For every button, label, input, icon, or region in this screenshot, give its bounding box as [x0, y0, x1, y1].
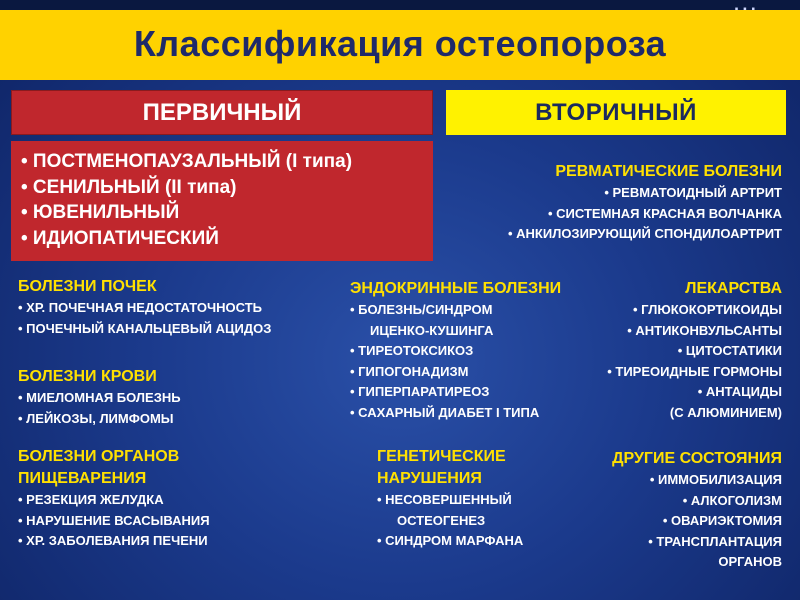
list-item: • ГИПЕРПАРАТИРЕОЗ	[350, 384, 490, 399]
list-item: ОРГАНОВ	[718, 554, 782, 569]
section-heading: ПИЩЕВАРЕНИЯ	[18, 470, 147, 487]
primary-item: • СЕНИЛЬНЫЙ (II типа)	[21, 176, 237, 198]
list-item: • АЛКОГОЛИЗМ	[682, 492, 782, 508]
list-item: (С АЛЮМИНИЕМ)	[669, 404, 782, 420]
list-item: • ХР. ПОЧЕЧНАЯ НЕДОСТАТОЧНОСТЬ	[18, 300, 262, 315]
list-item: • АНТАЦИДЫ	[697, 384, 782, 399]
list-item-continuation: ИЦЕНКО-КУШИНГА	[370, 322, 494, 338]
section-heading: БОЛЕЗНИ ПОЧЕК	[18, 278, 157, 295]
section-heading: НАРУШЕНИЯ	[377, 470, 482, 487]
top-bar	[0, 0, 800, 10]
section-heading: БОЛЕЗНИ ОРГАНОВ	[18, 448, 180, 465]
list-item: • НЕСОВЕРШЕННЫЙ	[377, 492, 512, 507]
slide-title: Классификация остеопороза	[133, 23, 667, 64]
kidney-section	[18, 276, 271, 339]
list-item: • ХР. ЗАБОЛЕВАНИЯ ПЕЧЕНИ	[18, 533, 208, 548]
secondary-header: ВТОРИЧНЫЙ	[446, 90, 786, 135]
endocrine-section	[350, 278, 561, 423]
list-item: • НАРУШЕНИЕ ВСАСЫВАНИЯ	[18, 512, 210, 528]
list-item: • ГИПОГОНАДИЗМ	[350, 363, 469, 379]
primary-header: ПЕРВИЧНЫЙ	[11, 90, 433, 135]
section-heading: ЛЕКАРСТВА	[685, 280, 782, 297]
rheumatic-section	[508, 161, 782, 245]
list-item: • ТИРЕОТОКСИКОЗ	[350, 343, 474, 358]
primary-item: • ПОСТМЕНОПАУЗАЛЬНЫЙ (I типа)	[21, 151, 353, 172]
list-item: • СИНДРОМ МАРФАНА	[377, 533, 524, 548]
section-heading: РЕВМАТИЧЕСКИЕ БОЛЕЗНИ	[555, 163, 782, 180]
list-item: • РЕЗЕКЦИЯ ЖЕЛУДКА	[18, 492, 164, 507]
primary-item: • ИДИОПАТИЧЕСКИЙ	[21, 227, 219, 249]
list-item: • САХАРНЫЙ ДИАБЕТ I ТИПА	[350, 404, 540, 420]
list-item: • ТИРЕОИДНЫЕ ГОРМОНЫ	[607, 363, 782, 379]
list-item: • ЛЕЙКОЗЫ, ЛИМФОМЫ	[18, 410, 174, 426]
digestive-section	[18, 446, 210, 552]
blood-section	[18, 366, 181, 429]
list-item: • РЕВМАТОИДНЫЙ АРТРИТ	[604, 185, 782, 200]
list-item: • АНКИЛОЗИРУЮЩИЙ СПОНДИЛОАРТРИТ	[507, 226, 782, 241]
section-heading: ЭНДОКРИННЫЕ БОЛЕЗНИ	[350, 280, 562, 297]
list-item: • ПОЧЕЧНЫЙ КАНАЛЬЦЕВЫЙ АЦИДОЗ	[18, 320, 272, 336]
section-heading: ГЕНЕТИЧЕСКИЕ	[377, 448, 506, 465]
list-item: • ОВАРИЭКТОМИЯ	[662, 513, 782, 528]
primary-item: • ЮВЕНИЛЬНЫЙ	[21, 202, 180, 223]
list-item: • СИСТЕМНАЯ КРАСНАЯ ВОЛЧАНКА	[548, 205, 782, 221]
primary-list	[11, 141, 433, 261]
drugs-section	[607, 278, 782, 423]
list-item: • ЦИТОСТАТИКИ	[677, 343, 782, 358]
list-item: • МИЕЛОМНАЯ БОЛЕЗНЬ	[18, 390, 181, 405]
section-heading: ДРУГИЕ СОСТОЯНИЯ	[612, 450, 782, 467]
other-conditions-section	[612, 448, 782, 573]
list-item: • БОЛЕЗНЬ/СИНДРОМ	[350, 302, 493, 317]
section-heading: БОЛЕЗНИ КРОВИ	[18, 368, 157, 385]
list-item: • ИММОБИЛИЗАЦИЯ	[649, 472, 782, 487]
list-item: • ТРАНСПЛАНТАЦИЯ	[648, 533, 782, 549]
list-item: • АНТИКОНВУЛЬСАНТЫ	[627, 322, 782, 338]
list-item: • ГЛЮКОКОРТИКОИДЫ	[633, 302, 782, 317]
genetic-section	[377, 446, 523, 552]
list-item-continuation: ОСТЕОГЕНЕЗ	[397, 512, 486, 528]
